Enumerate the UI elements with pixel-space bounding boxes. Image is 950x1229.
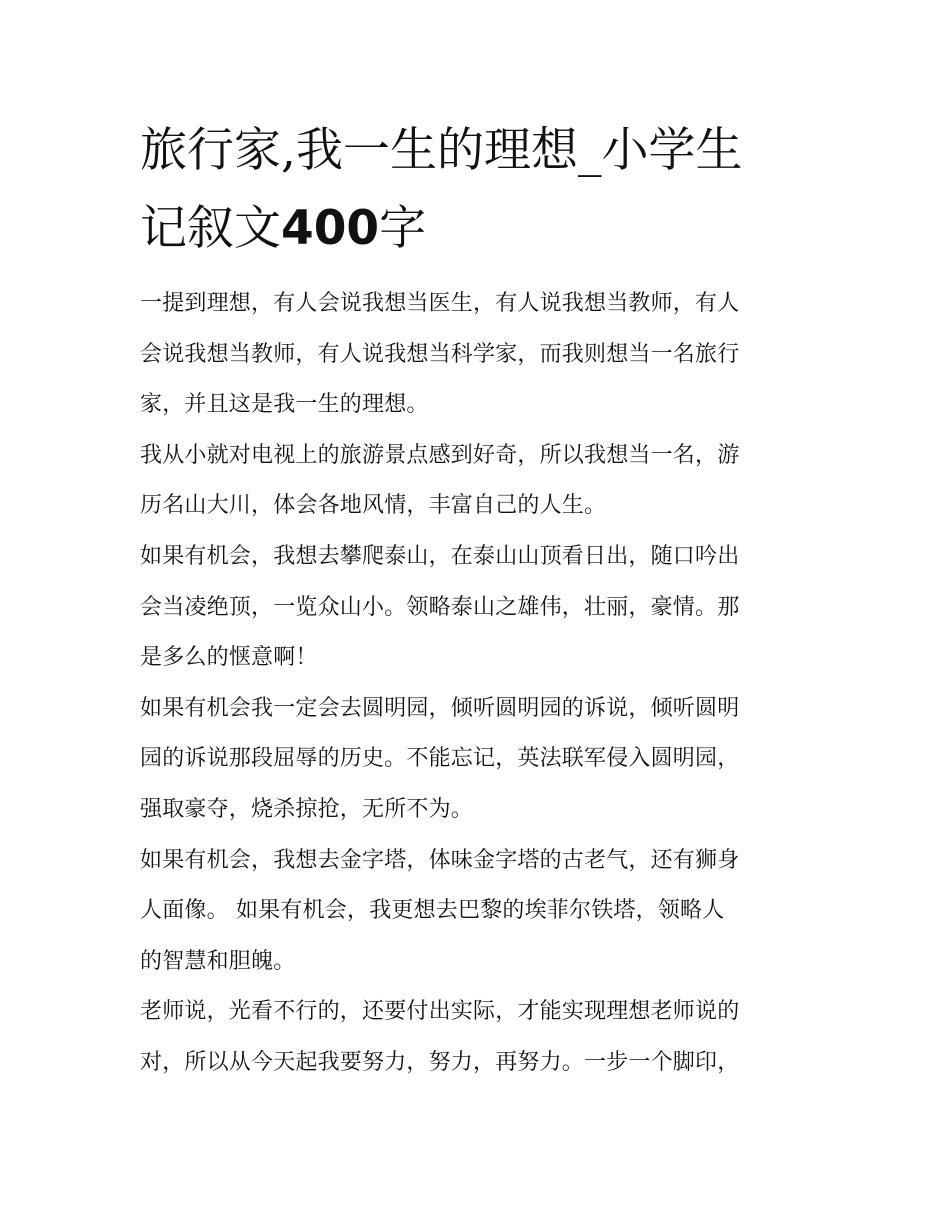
paragraph-3 [140,532,820,684]
paragraph-line: 老师说，光看不行的，还要付出实际，才能实现理想老师说的 [140,999,740,1025]
title-line-2 [140,190,820,268]
document-title [140,112,820,268]
paragraph-line: 园的诉说那段屈辱的历史。不能忘记，英法联军侵入圆明园， [140,746,740,772]
paragraph-5 [140,836,820,988]
paragraph-1 [140,279,820,431]
paragraph-line: 是多么的惬意啊！ [140,645,318,671]
paragraph-line: 强取豪夺，烧杀掠抢，无所不为。 [140,796,474,822]
paragraph-line: 如果有机会我一定会去圆明园，倾听圆明园的诉说，倾听圆明 [140,695,740,721]
title-text-post: 字 [379,201,427,256]
paragraph-line: 对，所以从今天起我要努力，努力，再努力。一步一个脚印， [140,1049,740,1075]
paragraph-4 [140,684,820,836]
paragraph-line: 历名山大川，体会各地风情，丰富自己的人生。 [140,493,607,519]
title-line-1: 旅行家,我一生的理想_小学生 [140,123,743,178]
paragraph-line: 人面像。 如果有机会，我更想去巴黎的埃菲尔铁塔，领略人 [140,898,725,924]
paragraph-line: 如果有机会，我想去金字塔，体味金字塔的古老气，还有狮身 [140,847,740,873]
paragraph-line: 会当凌绝顶，一览众山小。领略泰山之雄伟，壮丽，豪情。那 [140,594,740,620]
paragraph-line: 家，并且这是我一生的理想。 [140,392,429,418]
paragraph-2 [140,431,820,532]
paragraph-6 [140,987,820,1088]
title-word-count: 400 [281,201,380,256]
paragraph-line: 我从小就对电视上的旅游景点感到好奇，所以我想当一名，游 [140,442,740,468]
document-body [140,279,820,1089]
paragraph-line: 如果有机会，我想去攀爬泰山，在泰山山顶看日出，随口吟出 [140,543,740,569]
paragraph-line: 会说我想当教师，有人说我想当科学家，而我则想当一名旅行 [140,341,740,367]
title-text-pre: 记叙文 [140,201,281,256]
paragraph-line: 一提到理想，有人会说我想当医生，有人说我想当教师，有人 [140,291,740,316]
paragraph-line: 的智慧和胆魄。 [140,948,296,974]
